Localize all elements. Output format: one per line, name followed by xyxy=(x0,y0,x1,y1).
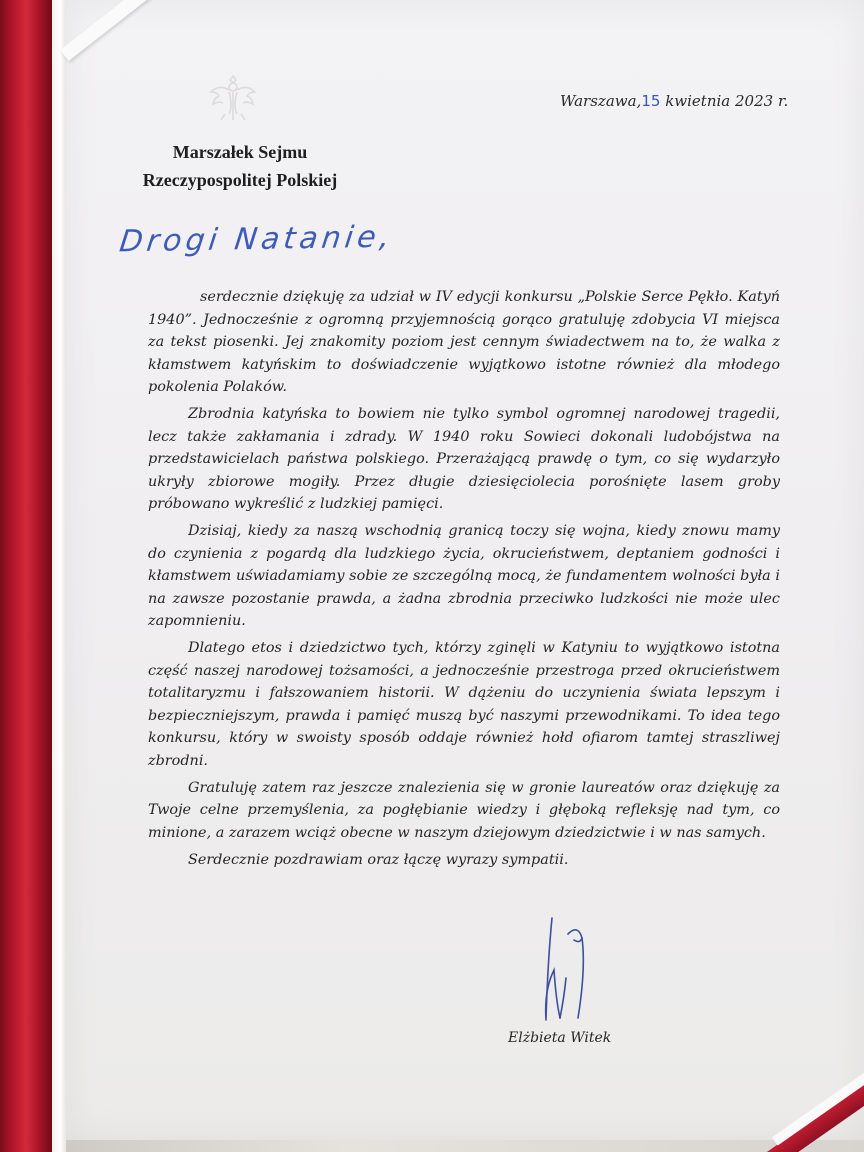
handwritten-day: 15 xyxy=(641,92,661,110)
sender-office xyxy=(120,138,360,194)
red-folder-spine xyxy=(0,0,52,1152)
paragraph: Dlatego etos i dziedzictwo tych, którzy zginęli w Katyniu to wyjątkowo istotna część naszej narodowej tożsamości, a jednocześnie przestroga przed okrucieństwem totalitaryzmu i fałszowaniem historii. W dążeniu do uczynienia świata lepszym i bezpieczniejszym, prawda i pamięć muszą być naszymi przewodnikami. To idea tego konkursu, który w swoisty sposób oddaje również hołd ofiarom tamtej straszliwej zbrodni. xyxy=(148,640,780,769)
place-and-date xyxy=(560,92,788,110)
signer-name: Elżbieta Witek xyxy=(508,1030,612,1046)
handwritten-salutation: Drogi Natanie, xyxy=(117,219,396,260)
paragraph: serdecznie dziękuję za udział w IV edycji konkursu „Polskie Serce Pękło. Katyń 1940”. Jednocześnie z ogromną przyjemnością gorąco gratuluję zdobycia VI miejsca za tekst piosenki. Jej znakomity poziom jest cennym świadectwem na to, że walka z kłamstwem katyńskim to doświadczenie wyjątkowo istotne również dla młodego pokolenia Polaków. xyxy=(148,289,780,395)
paragraph: Gratuluję zatem raz jeszcze znalezienia się w gronie laureatów oraz dziękuję za Twoje celne przemyślenia, za pogłębianie wiedzy i głęboką refleksję nad tym, co minione, a zarazem wciąż obecne w naszym dziejowym dziedzictwie i w nas samych. xyxy=(148,779,780,841)
date-rest: kwietnia 2023 r. xyxy=(665,92,789,110)
paragraph: Zbrodnia katyńska to bowiem nie tylko symbol ogromnej narodowej tragedii, lecz także zakłamania i zdrady. W 1940 roku Sowieci dokonali ludobójstwa na przedstawicielach państwa polskiego. Przerażającą prawdę o tym, co się wydarzyło ukryły zbiorowe mogiły. Przez długie dziesięciolecia porośnięte lasem groby próbowano wykreślić z ludzkiej pamięci. xyxy=(148,406,780,512)
place: Warszawa, xyxy=(560,92,642,110)
office-line-2: Rzeczypospolitej Polskiej xyxy=(142,170,338,190)
paragraph: Serdecznie pozdrawiam oraz łączę wyrazy sympatii. xyxy=(188,851,569,868)
letter-body xyxy=(148,286,780,876)
handwritten-signature xyxy=(528,910,608,1030)
white-folder-stripe xyxy=(52,0,66,1152)
paragraph: Dzisiaj, kiedy za naszą wschodnią granicą toczy się wojna, kiedy znowu mamy do czynienia z pogardą dla ludzkiego życia, okrucieństwem, deptaniem godności i kłamstwem uświadamiamy sobie ze szczególną mocą, że fundamentem wolności była i na zawsze pozostanie prawda, a żadna zbrodnia przeciwko ludzkości nie może ulec zapomnieniu. xyxy=(148,523,780,629)
embossed-eagle-icon xyxy=(205,68,261,124)
office-line-1: Marszałek Sejmu xyxy=(172,142,308,162)
